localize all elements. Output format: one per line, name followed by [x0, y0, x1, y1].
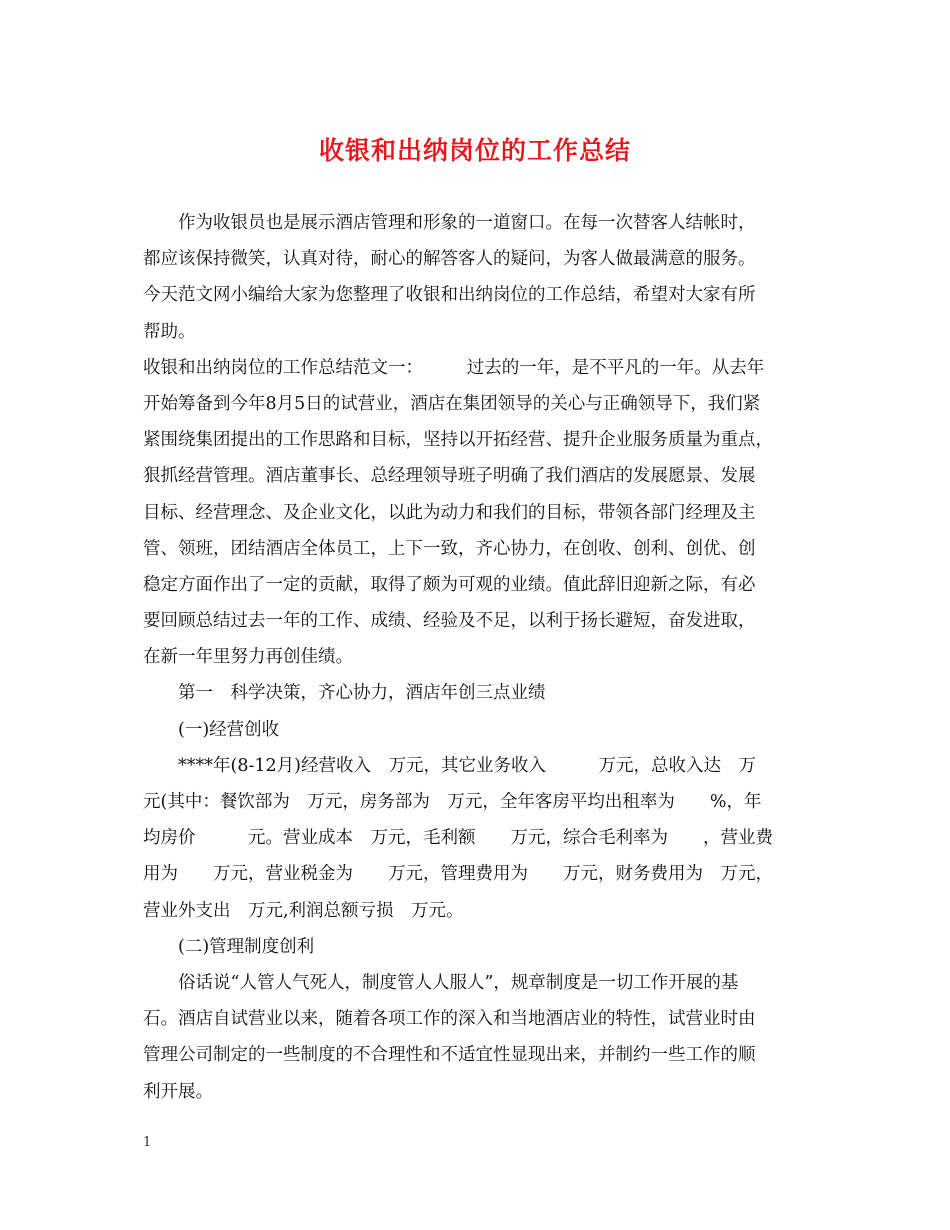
paragraph-line: 要回顾总结过去一年的工作、成绩、经验及不足，以利于扬长避短，奋发进取， [143, 611, 756, 632]
paragraph-line: 管、领班，团结酒店全体员工，上下一致，齐心协力，在创收、创利、创优、创 [143, 538, 756, 559]
paragraph-line: 稳定方面作出了一定的贡献，取得了颇为可观的业绩。值此辞旧迎新之际，有必 [143, 574, 756, 595]
subsection-heading: (二)管理制度创利 [143, 936, 315, 957]
paragraph-line: 紧围绕集团提出的工作思路和目标，坚持以开拓经营、提升企业服务质量为重点， [143, 430, 773, 451]
paragraph-line: 营业外支出 万元,利润总额亏损 万元。 [143, 900, 464, 921]
subsection-heading: (一)经营创收 [143, 719, 280, 740]
paragraph-line: 用为 万元，营业税金为 万元，管理费用为 万元，财务费用为 万元， [143, 864, 773, 885]
document-body [143, 205, 811, 1110]
paragraph-line: 开始筹备到今年8月5日的试营业，酒店在集团领导的关心与正确领导下，我们紧 [143, 393, 761, 414]
paragraph-line: 收银和出纳岗位的工作总结范文一： 过去的一年，是不平凡的一年。从去年 [143, 357, 765, 378]
page-title: 收银和出纳岗位的工作总结 [318, 136, 631, 165]
page-number: 1 [143, 1135, 152, 1150]
paragraph-line: 利开展。 [143, 1081, 213, 1102]
paragraph-line: 今天范文网小编给大家为您整理了收银和出纳岗位的工作总结，希望对大家有所 [143, 285, 756, 306]
paragraph-line: 元(其中：餐饮部为 万元，房务部为 万元，全年客房平均出租率为 %，年 [143, 792, 762, 812]
paragraph-line: 石。酒店自试营业以来，随着各项工作的深入和当地酒店业的特性，试营业时由 [143, 1009, 756, 1030]
paragraph-line: 俗话说“人管人气死人，制度管人人服人”，规章制度是一切工作开展的基 [143, 972, 739, 993]
paragraph-line: 在新一年里努力再创佳绩。 [143, 647, 353, 668]
paragraph-line: 帮助。 [143, 321, 196, 342]
paragraph-line: 作为收银员也是展示酒店管理和形象的一道窗口。在每一次替客人结帐时， [143, 213, 756, 233]
paragraph-line: ****年(8-12月)经营收入 万元，其它业务收入 万元，总收入达 万 [143, 755, 756, 776]
paragraph-line: 均房价 元。营业成本 万元，毛利额 万元，综合毛利率为 ，营业费 [143, 828, 773, 849]
paragraph-line: 都应该保持微笑，认真对待，耐心的解答客人的疑问，为客人做最满意的服务。 [143, 249, 756, 270]
section-heading: 第一 科学决策，齐心协力，酒店年创三点业绩 [143, 683, 546, 704]
paragraph-line: 目标、经营理念、及企业文化，以此为动力和我们的目标，带领各部门经理及主 [143, 502, 756, 523]
paragraph-line: 狠抓经营管理。酒店董事长、总经理领导班子明确了我们酒店的发展愿景、发展 [143, 466, 756, 487]
paragraph-line: 管理公司制定的一些制度的不合理性和不适宜性显现出来，并制约一些工作的顺 [143, 1045, 756, 1066]
